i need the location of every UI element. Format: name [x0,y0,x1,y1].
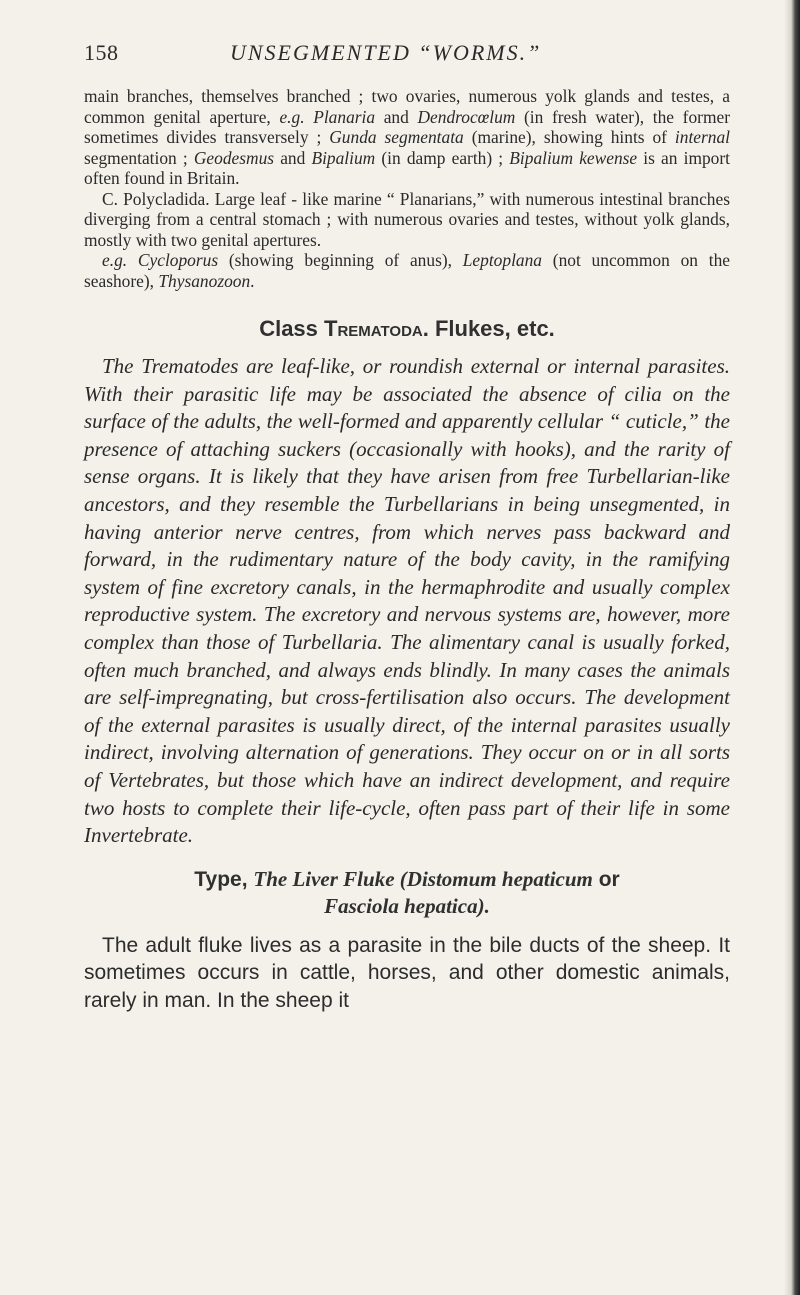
page-body [84,86,730,1014]
paragraph-polycladida: C. Polycladida. Large leaf - like marine “ Planarians,” with numerous intestinal branches diverging from a central stomach ; with numerous ovaries and testes, without yolk glands, mostly with two genital apertures. [84,188,730,250]
paragraph-polycladida-examples: e.g. Cycloporus (showing beginning of anus), Leptoplana (not uncommon on the seashore), Thysanozoon. [84,250,730,291]
page-number: 158 [84,40,119,65]
running-title: UNSEGMENTED “WORMS.” [230,40,542,65]
section-heading-trematoda: Class Trematoda. Flukes, etc. [259,316,555,341]
paragraph-trematoda-summary: The Trematodes are leaf-like, or roundish external or internal parasites. With their parasitic life may be associated the absence of cilia on the surface of the adults, the well-formed and apparently cellular “ cuticle,” the presence of attaching suckers (occasionally with hooks), and the rarity of sense organs. It is likely that they have arisen from free Turbellarian-like ancestors, and they resemble the Turbellarians in being unsegmented, in having anterior nerve centres, from which nerves pass backward and forward, in the rudimentary nature of the body cavity, in the ramifying system of fine excretory canals, in the hermaphrodite and usually complex reproductive system. The excretory and nervous systems are, however, more complex than those of Turbellaria. The alimentary canal is usually forked, often much branched, and always ends blindly. In many cases the animals are self-impregnating, but cross-fertilisation also occurs. The development of the external parasites is usually direct, of the internal parasites usually indirect, involving alternation of generations. They occur on or in all sorts of Vertebrates, but those which have an indirect development, and require two hosts to complete their life-cycle, often pass part of their life in some Invertebrate. [84,354,730,848]
paragraph-liver-fluke: The adult fluke lives as a parasite in the bile ducts of the sheep. It sometimes occurs in cattle, horses, and other domestic animals, rarely in man. In the sheep it [84,933,730,1012]
page-edge-shadow [784,0,800,1295]
type-heading-liver-fluke: Type, The Liver Fluke (Distomum hepaticum or Fasciola hepatica). [194,866,620,918]
page-header [84,40,730,74]
paragraph-turbellaria-continued: main branches, themselves branched ; two ovaries, numerous yolk glands and testes, a common genital aperture, e.g. Planaria and Dendrocœlum (in fresh water), the former sometimes divides transversely ; Gunda segmentata (marine), showing hints of internal segmentation ; Geodesmus and Bipalium (in damp earth) ; Bipalium kewense is an import often found in Britain. [84,86,730,188]
